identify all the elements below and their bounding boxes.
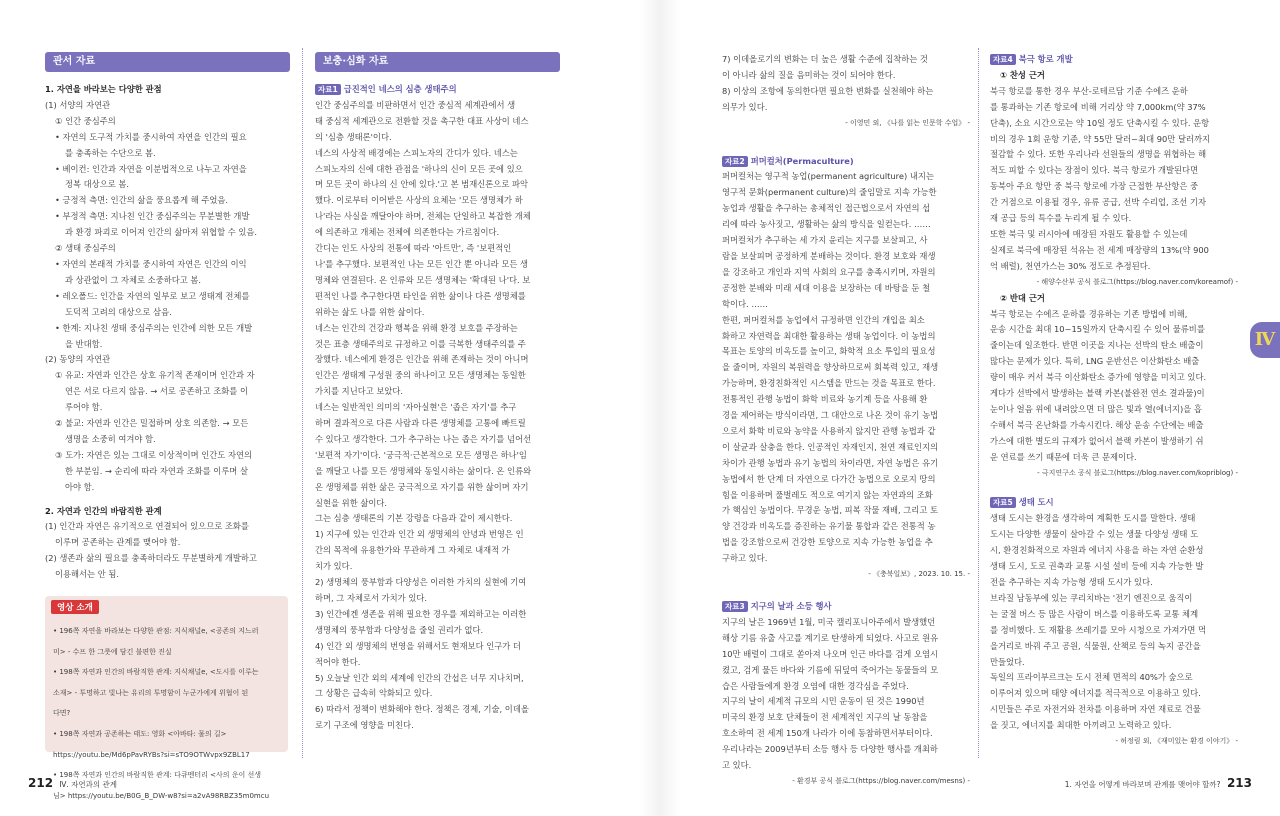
- text-line: 으로서 화학 비료와 농약을 사용하지 않지만 관행 농법과 같: [722, 425, 936, 436]
- video-item: 다면?: [53, 709, 71, 718]
- video-item: 님> https://youtu.be/B0G_B_DW-w8?si=a2vA98RBZ35m0mcu: [53, 791, 270, 800]
- text-line: 이 살균과 살충을 한다. 인공적인 자재인지, 천연 재료인지의: [722, 441, 939, 452]
- text-line: ① 유교: 자연과 인간은 상호 유기적 존재이며 인간과 자: [55, 370, 255, 381]
- text-line: 또한 북극 및 러시아에 매장된 자원도 활용할 수 있는데: [990, 228, 1188, 239]
- text-line: 6) 따라서 정책이 변화해야 한다. 정책은 경제, 기술, 이데올: [315, 704, 529, 715]
- text-line: 간디는 인도 사상의 전통에 따라 '아트만', 즉 '보편적인: [315, 243, 512, 254]
- text-line: 우리나라는 2009년부터 소등 행사 등 다양한 행사를 개최하: [722, 744, 938, 755]
- text-line: 독일의 프라이부르크는 도시 전체 면적의 40%가 숲으로: [990, 672, 1193, 683]
- right-column-1: [722, 52, 970, 790]
- text-line: ② 불교: 자연과 인간은 밀접하며 상호 의존함. → 모든: [55, 418, 249, 429]
- text-line: 이용해서는 안 됨.: [55, 569, 120, 580]
- text-line: 해상 기름 유출 사고를 계기로 탄생하게 되었다. 사고로 원유: [722, 632, 939, 643]
- text-line: 습은 사람들에게 환경 오염에 대한 경각심을 주었다.: [722, 680, 909, 691]
- source-citation: - 이영민 외, 《나를 읽는 인문학 수업》 -: [845, 118, 970, 127]
- text-line: 지구의 날은 1969년 1월, 미국 캘리포니아주에서 발생했던: [722, 616, 936, 627]
- material-heading: [990, 495, 1238, 511]
- text-line: 재 공급 등의 특수를 누리게 될 수 있다.: [990, 213, 1132, 224]
- material-title: 지구의 날과 소등 행사: [750, 601, 832, 611]
- text-line: 하며, 그 자체로서 가치가 있다.: [315, 593, 428, 603]
- text-line: 힘을 이용하며 풀벌레도 적으로 여기지 않는 자연과의 조화: [722, 489, 933, 500]
- text-line: 를 정비했다. 도 재활용 쓰레기를 모아 시청으로 가져가면 먹: [990, 624, 1207, 635]
- text-line: 을 반대함.: [65, 338, 103, 349]
- source-citation: - 극지연구소 공식 블로그(https://blog.naver.com/kopriblog) -: [1037, 468, 1238, 477]
- text-line: 가치를 지닌다고 보았다.: [315, 386, 404, 397]
- text-line: 구하고 있다.: [722, 553, 768, 564]
- text-line: 경을 제어하는 방식이라면, 그 대안으로 나온 것이 유기 농법: [722, 410, 939, 421]
- text-line: 것은 표층 생태주의로 규정하고 이를 극복한 생태주의를 주: [315, 338, 526, 349]
- text-line: • 자연의 본래적 가치를 중시하여 자연은 인간의 이익: [55, 258, 247, 269]
- footer-text: Ⅳ. 자연과의 관계: [59, 780, 117, 789]
- text-line: 루어야 함.: [65, 402, 103, 413]
- video-item: • 198쪽 자연과 공존하는 태도: 영화 <아바타: 물의 길>: [53, 729, 227, 738]
- text-line: 수 있다고 생각한다. 그가 추구하는 나는 좁은 자기를 넘어선: [315, 433, 532, 444]
- text-line: 을 강조하고 개인과 지역 사회의 요구를 충족시키며, 자원의: [722, 266, 936, 277]
- text-line: 생명을 소중히 여겨야 함.: [65, 433, 156, 444]
- text-line: 고 있다.: [722, 760, 752, 771]
- source-citation: - 해양수산부 공식 블로그(https://blog.naver.com/koreamof) -: [1036, 277, 1238, 286]
- text-line: 농업과 생활을 추구하는 총체적인 접근법으로서 자연의 섭: [722, 203, 931, 214]
- text-line: 네스의 사상적 배경에는 스피노자의 간디가 있다. 네스는: [315, 147, 518, 158]
- text-line: 호소하여 전 세계 150개 나라가 이에 동참하면서부터이다.: [722, 728, 933, 739]
- text-line: • 레오폴드: 인간을 자연의 일부로 보고 생태계 전체를: [55, 290, 250, 301]
- text-line: 스피노자의 신에 대한 관점을 '하나의 신이 모든 곳에 있으: [315, 163, 523, 174]
- text-line: 적도 피할 수 있다는 장점이 있다. 북극 항로가 개발된다면: [990, 165, 1199, 176]
- material-heading: [722, 154, 970, 170]
- material-title: 퍼머컬처(Permaculture): [750, 155, 854, 166]
- text-line: 양 건강과 비옥도를 증진하는 유기물 통합과 같은 전통적 농: [722, 521, 936, 532]
- text-line: 시, 환경친화적으로 자원과 에너지 사용을 하는 자연 순환성: [990, 545, 1204, 556]
- section-header: 보충·심화 자료: [315, 52, 560, 72]
- text-line: • 부정적 측면: 지나친 인간 중심주의는 무분별한 개발: [55, 211, 250, 222]
- text-line: 농법에서 한 단계 더 자연으로 다가간 농법으로 오로지 땅의: [722, 473, 936, 484]
- text-line: 적어야 한다.: [315, 656, 361, 667]
- text-line: 눈이나 얼음 위에 내려앉으면 더 많은 빛과 열(에너지)을 흡: [990, 403, 1202, 414]
- text-line: 량이 매우 커서 북극 이산화탄소 증가에 영향을 미치고 있다.: [990, 372, 1207, 383]
- text-line: 10만 배럴이 그대로 쏟아져 나오며 인근 바다를 검게 오염시: [722, 648, 938, 659]
- material-tag: 자료5: [990, 497, 1016, 508]
- page-number: 212: [28, 776, 54, 790]
- text-line: 명체와 연결된다. 온 인류와 모든 생명체는 '확대된 나'다. 보: [315, 274, 531, 285]
- text-line: 도시는 다양한 생물이 살아갈 수 있는 생물 다양성 생태 도: [990, 529, 1199, 540]
- material-body: [990, 84, 1238, 275]
- text-line: 온 생명체를 위한 삶은 궁극적으로 자기를 위한 삶이며 자기: [315, 481, 529, 492]
- text-line: 북극 항로를 통한 경우 부산-로테르담 기준 수에즈 운하: [990, 85, 1188, 96]
- text-line: 생태 도시는 환경을 생각하여 계획한 도시를 말한다. 생태: [990, 513, 1196, 524]
- text-line: ③ 도가: 자연은 있는 그대로 이상적이며 인간도 자연의: [55, 449, 253, 460]
- column-divider: [302, 48, 303, 758]
- text-line: 한편, 퍼머컬처를 농업에서 규정하면 인간의 개입을 최소: [722, 314, 925, 325]
- text-line: • 긍정적 측면: 인간의 삶을 풍요롭게 해 주었음.: [55, 195, 229, 206]
- text-line: 인간은 생태계 구성원 중의 하나이고 모든 생명체는 동일한: [315, 370, 526, 381]
- text-line: 를 충족하는 수단으로 봄.: [65, 147, 156, 158]
- text-line: 했다. 이로부터 이어받은 사상의 요체는 '모든 생명체가 하: [315, 195, 523, 206]
- text-line: 람을 보살피며 공정하게 분배하는 것이다. 환경 보호와 재생: [722, 250, 936, 261]
- video-item: 소재> - 투명하고 빛나는 유리의 투명함이 누군가에게 위협이 된: [53, 688, 249, 697]
- source-citation: - 《충북일보》, 2023. 10. 15. -: [868, 570, 970, 579]
- material-body: [722, 615, 970, 774]
- text-line: 네스는 인간의 건강과 행복을 위해 환경 보호를 주장하는: [315, 322, 518, 333]
- text-line: • 베이컨: 인간과 자연을 이분법적으로 나누고 자연을: [55, 163, 247, 174]
- material-body: [990, 307, 1238, 466]
- text-line: 가능하며, 환경친화적인 시스템을 만드는 것을 목표로 한다.: [722, 378, 936, 389]
- material-title: 생태 도시: [1018, 497, 1054, 508]
- text-line: 를 통과하는 기존 항로에 비해 거리상 약 7,000km(약 37%: [990, 101, 1206, 112]
- text-line: 5) 오늘날 인간 외의 세계에 인간의 간섭은 너무 지나치며,: [315, 672, 524, 683]
- source-citation: - 환경부 공식 블로그(https://blog.naver.com/mesns) -: [792, 776, 970, 785]
- text-line: '보편적 자기'이다. '궁극적·근본적으로 모든 생명은 하나'임: [315, 449, 527, 460]
- right-column-2: [990, 52, 1238, 750]
- text-line: 전을 추구하는 지속 가능형 생태 도시가 있다.: [990, 577, 1153, 587]
- text-line: ② 생태 중심주의: [55, 243, 116, 254]
- text-line: 을 깨달고 나를 모든 생명체와 동일시하는 삶이다. 온 인류와: [315, 465, 532, 476]
- text-line: • 한계: 지나친 생태 중심주의는 인간에 의한 모든 개발: [55, 322, 253, 333]
- video-intro-title: 영상 소개: [51, 600, 99, 614]
- text-line: 생명체의 풍부함과 다양성을 줄일 권리가 없다.: [315, 624, 484, 635]
- text-line: 북극 항로는 수에즈 운하를 경유하는 기존 방법에 비해,: [990, 308, 1188, 319]
- left-column-2: [315, 52, 560, 734]
- text-line: 며 모든 곳이 하나의 신 안에 있다.'고 본 범재신론으로 파악: [315, 179, 528, 190]
- text-line: 미국의 환경 보호 단체들이 전 세계적인 지구의 날 동참을: [722, 712, 928, 723]
- text-line: 을거리로 바꿔 주고 공원, 식물원, 산책로 등의 녹지 공간을: [990, 640, 1201, 651]
- text-line: 한 부분임. → 순리에 따라 자연과 조화를 이루며 살: [65, 465, 248, 476]
- text-line: 실현을 위한 삶이다.: [315, 497, 388, 508]
- text-line: 의무가 있다.: [722, 101, 768, 112]
- text-line: 장했다. 네스에게 환경은 인간을 위해 존재하는 것이 아니며: [315, 354, 529, 365]
- text-line: 가스에 대한 별도의 규제가 없어서 블랙 카본이 발생하기 쉬: [990, 435, 1204, 446]
- text-line: (2) 생존과 삶의 필요를 충족하더라도 무분별하게 개발하고: [45, 553, 257, 564]
- text-line: 억 배럴), 천연가스는 30% 정도로 추정된다.: [990, 260, 1151, 271]
- text-line: 시민들은 주로 자전거와 전차를 이용하며 자연 재료로 건물: [990, 704, 1201, 715]
- subheading: ① 찬성 근거: [1000, 69, 1045, 80]
- text-line: (1) 인간과 자연은 유기적으로 연결되어 있으므로 조화를: [45, 521, 249, 532]
- material-body: [315, 98, 560, 734]
- right-page: [680, 0, 1280, 816]
- text-line: 퍼머컬처는 영구적 농업(permanent agriculture) 내지는: [722, 171, 934, 182]
- text-line: 절감할 수 있다. 또한 우리나라 선원들의 생명을 위협하는 해: [990, 149, 1207, 160]
- text-line: 수해서 북극 온난화를 가속시킨다. 해상 운송 수단에는 배출: [990, 419, 1204, 430]
- text-line: 켰고, 검게 물든 바다와 기름에 뒤덮여 죽어가는 동물들의 모: [722, 664, 939, 675]
- text-line: 가 핵심인 농법이다. 무경운 농법, 피복 작물 재배, 그리고 토: [722, 505, 938, 516]
- text-line: 을 줄이며, 자원의 복원력을 향상하므로써 회복력 있고, 재생: [722, 362, 939, 373]
- text-line: 지구의 날이 세계적 규모의 시민 운동이 된 것은 1990년: [722, 696, 925, 707]
- text-line: 학이다. ……: [722, 298, 768, 309]
- material-title: 급진적인 네스의 심층 생태주의: [343, 84, 457, 94]
- text-line: 화하고 자연력을 최대한 활용하는 생태 농업이다. 이 농법의: [722, 330, 936, 341]
- text-line: 2) 생명체의 풍부함과 다양성은 이러한 가치의 실현에 기여: [315, 577, 527, 588]
- material-heading: [722, 599, 970, 615]
- right-footer: [1065, 776, 1252, 790]
- text-line: 치가 있다.: [315, 561, 353, 572]
- material-tag: 자료1: [315, 84, 341, 95]
- material-tag: 자료3: [722, 601, 748, 612]
- column-divider: [978, 48, 979, 758]
- material-body: [722, 169, 970, 567]
- text-line: 실제로 북극에 매장된 석유는 전 세계 매장량의 13%(약 900: [990, 244, 1209, 255]
- chapter-tab: Ⅳ: [1250, 322, 1280, 358]
- text-line: 이루며 공존하는 관계를 맺어야 함.: [55, 537, 181, 548]
- text-line: 리에 따라 농사짓고, 생활하는 삶의 방식을 일컫는다. ……: [722, 219, 931, 230]
- text-line: 1) 지구에 있는 인간과 인간 외 생명체의 안녕과 번영은 인: [315, 529, 524, 540]
- source-citation: - 허정림 외, 《재미있는 환경 이야기》 -: [1115, 737, 1238, 746]
- text-line: 이 아니라 삶의 질을 음미하는 것이 되어야 한다.: [722, 69, 896, 80]
- text-line: 도덕적 고려의 대상으로 삼음.: [65, 306, 172, 317]
- text-line: 간 거점으로 이용될 경우, 유류 공급, 선박 수리업, 조선 기자: [990, 197, 1206, 208]
- text-line: [45, 496, 290, 504]
- text-line: 비의 경우 1회 운항 기준, 약 55만 달러~최대 90만 달러까지: [990, 133, 1211, 144]
- material-tag: 자료4: [990, 54, 1016, 65]
- text-line: 과 상관없이 그 자체로 소중하다고 봄.: [65, 274, 202, 285]
- text-line: 목표는 토양의 비옥도를 높이고, 화학적 요소 투입의 필요성: [722, 346, 936, 357]
- video-item: • 196쪽 자연을 바라보는 다양한 관점: 지식채널e, <공존의 지느러: [53, 627, 259, 635]
- material-title: 북극 항로 개발: [1018, 54, 1073, 64]
- text-line: 는 굴절 버스 등 많은 사람이 버스를 이용하도록 교통 체계: [990, 608, 1199, 619]
- text-line: 공정한 분배와 미래 세대 이용을 보장하는 데 바탕을 둔 철: [722, 282, 931, 293]
- text-line: 태 중심적 세계관으로 전환할 것을 촉구한 대표 사상이 네스: [315, 115, 529, 126]
- text-line: 의 '심층 생태론'이다.: [315, 131, 392, 142]
- text-line: 인간 중심주의를 비판하면서 인간 중심적 세계관에서 생: [315, 99, 516, 110]
- subheading: ② 반대 근거: [1000, 292, 1045, 303]
- text-line: 전통적인 관행 농법이 화학 비료와 농기계 등을 사용해 환: [722, 394, 928, 405]
- text-line: 네스는 일반적인 의미의 '자아실현'은 '좁은 자기'를 추구: [315, 402, 517, 413]
- text-line: 나'를 추구했다. 보편적인 나는 모든 인간 뿐 아니라 모든 생: [315, 258, 528, 269]
- text-line: 이루어져 있으며 태양 에너지를 적극적으로 이용하고 있다.: [990, 688, 1201, 699]
- material-heading: [990, 52, 1238, 68]
- text-line: 간의 목적에 유용한가와 무관하게 그 자체로 내재적 가: [315, 545, 510, 556]
- material-tag: 자료2: [722, 156, 748, 167]
- text-line: 아야 함.: [65, 481, 95, 492]
- text-line: 연은 서로 다르지 않음. → 서로 공존하고 조화를 이: [65, 386, 248, 397]
- page-number: 213: [1226, 776, 1252, 790]
- text-line: 그는 심층 생태론의 기본 강령을 다음과 같이 제시한다.: [315, 513, 513, 524]
- text-line: 단축), 소요 시간으로는 약 10일 정도 단축시킬 수 있다. 운항: [990, 117, 1210, 128]
- text-line: 운 연료를 쓰기 때문에 더욱 큰 문제이다.: [990, 451, 1137, 462]
- text-line: 을 짓고, 에너지를 최대한 아끼려고 노력하고 있다.: [990, 720, 1172, 731]
- text-line: 법을 강조함으로써 건강한 토양으로 지속 가능한 농업을 추: [722, 537, 933, 548]
- page-gutter: [640, 0, 680, 816]
- text-line: 8) 이상의 조항에 동의한다면 필요한 변화를 실천해야 하는: [722, 85, 934, 96]
- summary-text: [45, 82, 290, 583]
- footer-text: 1. 자연을 어떻게 바라보며 관계를 맺어야 할까?: [1064, 780, 1221, 789]
- text-line: 1. 자연을 바라보는 다양한 관점: [45, 84, 162, 94]
- video-item: • 198쪽 자연과 인간의 바람직한 관계: 다큐멘터리 <사의 운이 선생: [53, 771, 262, 780]
- text-line: 생태 도시, 도로 권축과 교통 시설 설비 등에 지속 가능한 발: [990, 561, 1204, 572]
- text-line: (1) 서양의 자연관: [45, 99, 111, 110]
- text-line: 2. 자연과 인간의 바람직한 관계: [45, 505, 162, 516]
- text-line: 편적인 나를 추구한다면 타인을 위한 삶이나 다른 생명체를: [315, 290, 526, 301]
- text-line: 위하는 삶도 나를 위한 삶이다.: [315, 306, 425, 317]
- text-line: 나'라는 사실을 깨달아야 하며, 전체는 단일하고 복잡한 개체: [315, 211, 531, 222]
- left-footer: [28, 776, 117, 790]
- text-line: 영구적 문화(permanent culture)의 줄임말로 지속 가능한: [722, 187, 937, 198]
- text-line: 게다가 선박에서 발생하는 블랙 카본(불완전 연소 결과물)이: [990, 388, 1205, 399]
- text-line: 4) 인간 외 생명체의 번영을 위해서도 현재보다 인구가 더: [315, 640, 521, 651]
- text-line: 퍼머컬처가 추구하는 세 가지 윤리는 지구를 보살피고, 사: [722, 235, 928, 246]
- text-line: 에 의존하고 개체는 전체에 의존한다는 가르침이다.: [315, 227, 500, 238]
- text-line: 줄이는데 일조한다. 반면 이곳을 지나는 선박의 탄소 배출이: [990, 340, 1204, 351]
- text-line: 7) 이데올로기의 변화는 더 높은 생활 수준에 집착하는 것: [722, 54, 928, 64]
- text-line: 만들었다.: [990, 656, 1025, 667]
- text-line: 하며 결과적으로 다른 사람과 다른 생명체를 고통에 빠트릴: [315, 418, 526, 429]
- video-item: 미> - 수프 한 그릇에 담긴 불편한 진실: [53, 647, 172, 656]
- text-line: 많다는 문제가 있다. 특히, LNG 운반선은 이산화탄소 배출: [990, 356, 1200, 367]
- video-item: • 198쪽 자연과 인간의 바람직한 관계: 지식채널e, <도시를 이루는: [53, 668, 259, 677]
- text-line: 동북아 주요 항만 중 북극 항로에 가장 근접한 부산항은 중: [990, 181, 1199, 192]
- material-body: [990, 511, 1238, 734]
- video-item: https://youtu.be/Md6pPavRYBs?si=sTO9OTWvpx9ZBL17: [53, 750, 250, 759]
- left-column-1: [45, 52, 290, 583]
- text-line: 차이가 관행 농법과 유기 농법의 차이라면, 자연 농법은 유기: [722, 457, 939, 468]
- material-heading: [315, 82, 560, 98]
- text-line: (2) 동양의 자연관: [45, 354, 111, 365]
- text-line: 브라질 남동부에 있는 쿠리치바는 '전기 엔진으로 움직이: [990, 592, 1193, 603]
- text-line: • 자연의 도구적 가치를 중시하여 자연을 인간의 필요: [55, 131, 247, 142]
- text-line: 로기 구조에 영향을 미친다.: [315, 720, 414, 731]
- text-line: 그 상황은 급속히 악화되고 있다.: [315, 688, 433, 699]
- text-line: 과 환경 파괴로 이어져 인간의 삶마저 위협할 수 있음.: [65, 227, 258, 238]
- text-line: 3) 인간에겐 생존을 위해 필요한 경우를 제외하고는 이러한: [315, 608, 527, 619]
- section-header: 관서 자료: [45, 52, 290, 72]
- material-continued: [722, 52, 970, 116]
- text-line: ① 인간 중심주의: [55, 115, 116, 126]
- text-line: 정복 대상으로 봄.: [65, 179, 130, 190]
- text-line: 운송 시간을 최대 10~15일까지 단축시킬 수 있어 물류비를: [990, 324, 1205, 335]
